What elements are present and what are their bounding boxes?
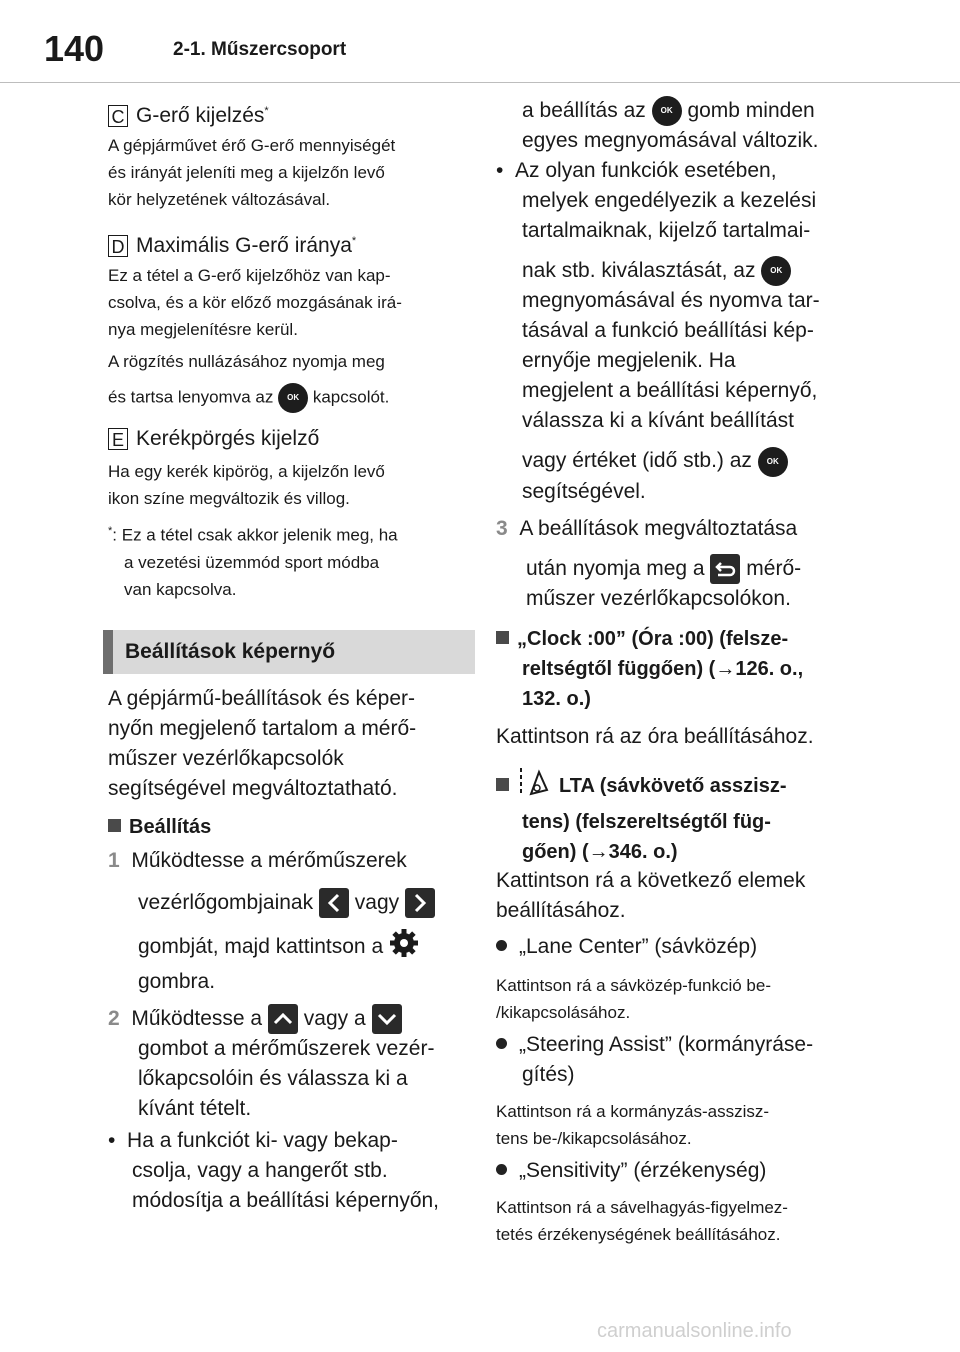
text-line: vagy értéket (idő stb.) az OK: [496, 446, 896, 476]
item-c-description: [108, 132, 468, 213]
step-number: 2: [108, 1007, 120, 1030]
item-d-heading: [108, 226, 468, 261]
text-line: beállításához.: [496, 899, 626, 922]
text-line: műszer vezérlőkapcsolók: [108, 747, 344, 770]
bullet-1: [108, 1126, 468, 1216]
bullet-2: [496, 156, 896, 507]
step-number: 1: [108, 849, 120, 872]
item-e-description: [108, 458, 468, 512]
item-d-description: [108, 262, 468, 413]
gear-icon: [389, 928, 419, 967]
text-line: vezérlőgombjainak vagy: [108, 888, 468, 918]
text-line: segítségével.: [522, 479, 646, 503]
text-line: Ha a funkciót ki- vagy bekap-: [127, 1129, 398, 1152]
text-line: nak stb. kiválasztását, az OK: [496, 256, 896, 286]
text-line: ernyője megjelenik. Ha: [522, 349, 736, 373]
text-line: reltségtől függően) (→126. o.,: [522, 658, 804, 680]
clock-description: Kattintson rá az óra beállításához.: [496, 725, 814, 748]
text-line: megnyomásával és nyomva tar-: [522, 289, 820, 313]
item-e-heading: [108, 424, 468, 454]
chevron-up-icon: [268, 1004, 298, 1034]
watermark: carmanualsonline.info: [597, 1320, 792, 1342]
ok-button-icon: OK: [758, 447, 788, 477]
text-line: gombját, majd kattintson a: [108, 928, 468, 967]
text-line: Kattintson rá a sávközép-funkció be-: [496, 976, 771, 995]
text-line: ikon színe megváltozik és villog.: [108, 489, 350, 508]
text-line: nya megjelenítésre kerül.: [108, 320, 298, 339]
text-line: kör helyzetének változásával.: [108, 190, 331, 209]
item-c-title: G-erő kijelzés: [136, 104, 265, 127]
text-line: és tartsa lenyomva az OK kapcsolót.: [108, 383, 468, 413]
item-c-heading: [108, 96, 468, 131]
header-divider: [0, 82, 960, 83]
text-line: és irányát jeleníti meg a kijelzőn levő: [108, 163, 385, 182]
text-line: /kikapcsolásához.: [496, 1003, 631, 1022]
text-line: tartalmaiknak, kijelző tartalmai-: [522, 219, 811, 242]
ok-button-icon: OK: [278, 383, 308, 413]
lta-heading: LTA (sávkövető asszisz- tens) (felszereltségtől füg- gően) (→346. o.): [496, 766, 896, 867]
text-line: módosítja a beállítási képernyőn,: [132, 1189, 440, 1212]
square-bullet-icon: [108, 819, 121, 832]
text-line: gombot a mérőműszerek vezér-: [138, 1037, 435, 1061]
text-line: után nyomja meg a mérő-: [496, 554, 896, 584]
text-line: tetés érzékenységének beállításához.: [496, 1225, 781, 1244]
label-box-d: D: [108, 235, 128, 257]
text-line: egyes megnyomásával változik.: [522, 129, 819, 153]
page-number: 140: [44, 28, 105, 69]
text-line: megjelent a beállítási képernyő,: [522, 379, 818, 403]
footnote-ref: *: [264, 105, 269, 117]
steering-assist-heading: „Steering Assist” (kormányráse- gítés): [496, 1030, 896, 1090]
round-bullet-icon: [496, 1038, 507, 1049]
back-arrow-icon: [710, 554, 740, 584]
footnote-ref: *: [351, 235, 357, 247]
text-line: Ez a tétel a G-erő kijelzőhöz van kap-: [108, 266, 391, 285]
text-line: : Ez a tétel csak akkor jelenik meg, ha: [112, 525, 398, 545]
text-line: a vezetési üzemmód sport módba: [124, 552, 380, 572]
step-number: 3: [496, 517, 508, 540]
lane-center-description: [496, 972, 896, 1026]
step-3: [496, 514, 896, 614]
text-line: műszer vezérlőkapcsolókon.: [526, 587, 791, 611]
text-line: Kattintson rá a sávelhagyás-figyelmez-: [496, 1198, 788, 1217]
text-line: lőkapcsolóin és válassza ki a: [138, 1067, 408, 1091]
bullet-mark: •: [108, 1129, 116, 1152]
text-line: A gépjármű-beállítások és képer-: [108, 687, 415, 710]
text-line: csolja, vagy a hangerőt stb.: [132, 1159, 388, 1182]
sensitivity-heading: „Sensitivity” (érzékenység): [496, 1156, 896, 1186]
text-line: gítés): [522, 1063, 575, 1086]
lane-center-heading: „Lane Center” (sávközép): [496, 932, 896, 962]
text-line: van kapcsolva.: [124, 579, 237, 599]
text-line: Ha egy kerék kipörög, a kijelzőn levő: [108, 462, 385, 481]
text-line: válassza ki a kívánt beállítást: [522, 409, 794, 433]
lta-icon: [517, 766, 551, 807]
clock-heading: „Clock :00” (Óra :00) (felsze- reltségtől függően) (→126. o., 132. o.): [496, 624, 896, 714]
steering-assist-description: [496, 1098, 896, 1152]
subheading-beallitas: Beállítás: [108, 812, 468, 842]
text-line: csolva, és a kör előző mozgásának irá-: [108, 293, 402, 312]
round-bullet-icon: [496, 1164, 507, 1175]
chevron-right-icon: [405, 888, 435, 918]
bullet-1-continued: [496, 96, 896, 156]
square-bullet-icon: [496, 778, 509, 791]
text-line: gően) (→346. o.): [522, 841, 678, 863]
text-line: Működtesse a mérőműszerek: [131, 849, 407, 872]
ok-button-icon: OK: [652, 96, 682, 126]
chevron-left-icon: [319, 888, 349, 918]
step-2: 2 Működtesse a vagy a gombot a mérőműszerek vezér- lőkapcsolóin és válassza ki a kívánt tételt.: [108, 1004, 468, 1124]
text-line: gombra.: [138, 970, 216, 994]
text-line: tásával a funkció beállítási kép-: [522, 319, 814, 343]
step-1: [108, 846, 468, 997]
sensitivity-description: [496, 1194, 896, 1248]
chevron-down-icon: [372, 1004, 402, 1034]
round-bullet-icon: [496, 940, 507, 951]
text-line: Az olyan funkciók esetében,: [515, 159, 777, 182]
text-line: kívánt tételt.: [138, 1097, 252, 1121]
text-line: Kattintson rá a kormányzás-asszisz-: [496, 1102, 770, 1121]
chapter-title: 2-1. Műszercsoport: [173, 39, 347, 60]
text-line: A beállítások megváltoztatása: [519, 517, 798, 540]
item-d-title: Maximális G-erő iránya: [136, 234, 352, 257]
text-line: melyek engedélyezik a kezelési: [522, 189, 817, 212]
square-bullet-icon: [496, 631, 509, 644]
ok-button-icon: OK: [761, 256, 791, 286]
text-line: A gépjárművet érő G-erő mennyiségét: [108, 136, 396, 155]
text-line: tens be-/kikapcsolásához.: [496, 1129, 692, 1148]
text-line: A rögzítés nullázásához nyomja meg: [108, 352, 385, 371]
footnote-mark: *: [108, 525, 113, 537]
text-line: 132. o.): [522, 688, 591, 710]
text-line: Kattintson rá a következő elemek: [496, 869, 806, 892]
footnote: [108, 518, 468, 603]
text-line: tens) (felszereltségtől füg-: [522, 811, 771, 833]
text-line: nyőn megjelenő tartalom a mérő-: [108, 717, 417, 740]
lta-description: [496, 866, 896, 926]
section-intro: [108, 684, 468, 804]
text-line: segítségével megváltoztatható.: [108, 777, 398, 800]
label-box-e: E: [108, 428, 128, 450]
section-heading: Beállítások képernyő: [103, 630, 475, 674]
label-box-c: C: [108, 105, 128, 127]
item-e-title: Kerékpörgés kijelző: [136, 427, 320, 450]
bullet-mark: •: [496, 159, 504, 182]
text-line: a beállítás az OK gomb minden: [496, 96, 896, 126]
